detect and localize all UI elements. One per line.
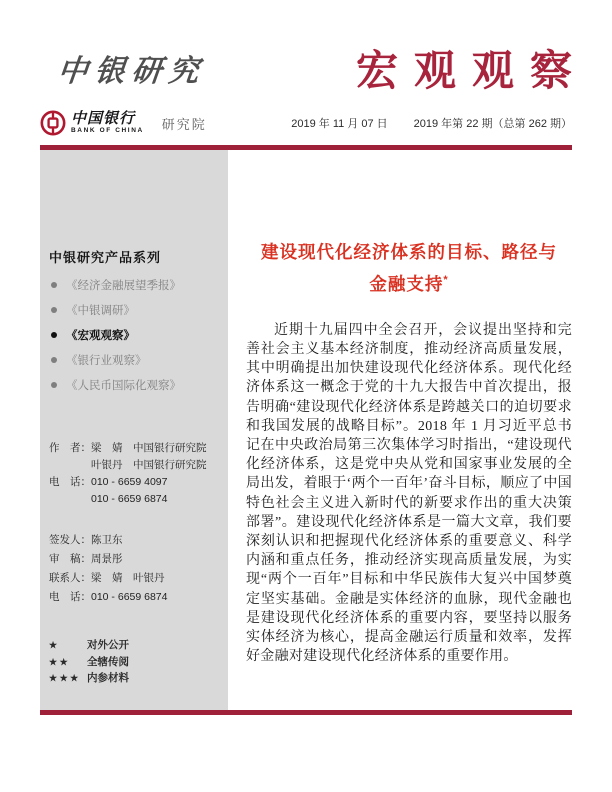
bullet-icon: [51, 282, 57, 288]
info-value: 周景彤: [91, 553, 123, 565]
approvals-block: [49, 531, 220, 607]
info-row: [49, 531, 220, 550]
legend-row: [49, 637, 220, 654]
series-item-label: 《银行业观察》: [66, 355, 147, 367]
info-label: 作 者：: [49, 442, 91, 454]
series-item-label: 《宏观观察》: [66, 330, 135, 342]
series-list: [49, 277, 220, 393]
article-body: 近期十九届四中全会召开，会议提出坚持和完善社会主义基本经济制度，推动经济高质量发展，其中明确提出加快建设现代化经济体系。现代化经济体系这一概念于党的十九大报告中首次提出，报告明确“建设现代化经济体系是跨越关口的迫切要求和我国发展的战略目标”。2018 年 1 月习近平总书记在中央政治局第三次集体学习时指出，“建设现代化经济体系，这是党中央从党和国家事业发展的全局出发，着眼于‘两个一百年’奋斗目标，顺应了中国特色社会主义进入新时代的新要求作出的重大决策部署”。建设现代化经济体系是一篇大文章，我们要深刻认识和把握现代化经济体系的重要意义、科学内涵和重点任务，推动经济实现高质量发展，为实现“两个一百年”目标和中华民族伟大复兴中国梦奠定坚实基础。金融是实体经济的血脉，现代金融也是建设现代化经济体系的重要内容，要坚持以服务实体经济为核心，提高金融运行质量和效率，发挥好金融对建设现代化经济体系的重要作用。: [246, 322, 572, 665]
article-column: [246, 150, 572, 680]
legend-label: 对外公开: [87, 639, 129, 651]
info-value: 叶银丹 中国银行研究院: [91, 459, 207, 471]
series-title: 中银研究产品系列: [49, 250, 162, 265]
bank-name-cn: 中国银行: [71, 109, 136, 128]
legend-label: 全辖传阅: [87, 655, 129, 668]
bullet-icon: [51, 357, 57, 363]
info-value: 010 - 6659 6874: [91, 591, 168, 603]
date-issue: [291, 115, 572, 131]
credits-block: [49, 440, 220, 508]
series-item: [49, 277, 220, 293]
sidebar: [40, 150, 228, 710]
series-item: [49, 327, 220, 343]
series-item: [49, 302, 220, 318]
bullet-icon: [51, 307, 57, 313]
info-row: [49, 550, 220, 569]
info-row: [49, 457, 220, 474]
info-label: 电 话：: [49, 591, 91, 603]
star-icon: ★★★: [49, 673, 81, 683]
title-footnote-mark: *: [443, 274, 449, 286]
logo-row: [40, 106, 572, 140]
journal-title: 宏观观察: [355, 47, 588, 94]
star-icon: ★★: [49, 656, 71, 667]
bullet-icon: [51, 382, 57, 388]
publish-date: 2019 年 11 月 07 日: [291, 118, 388, 130]
info-label: 电 话：: [49, 476, 91, 488]
legend-row: [49, 670, 220, 687]
info-value: 010 - 6659 4097: [91, 476, 168, 488]
footer-rule: [40, 710, 572, 715]
bank-of-china-logo-icon: [40, 110, 66, 136]
info-row: [49, 588, 220, 607]
series-item-label: 《中银调研》: [66, 305, 135, 317]
info-label: 审 稿：: [49, 553, 91, 565]
info-value: 010 - 6659 6874: [91, 493, 168, 505]
info-value: 梁 婧 叶银丹: [91, 572, 165, 584]
article-title-line1: 建设现代化经济体系的目标、路径与: [261, 242, 557, 262]
info-row: [49, 440, 220, 457]
series-item: [49, 352, 220, 368]
institute-label: 研究院: [161, 116, 207, 132]
info-label: 签发人：: [49, 534, 91, 546]
info-label: 联系人：: [49, 572, 91, 584]
info-row: [49, 569, 220, 588]
star-icon: ★: [49, 640, 60, 650]
info-row: [49, 491, 220, 508]
bank-name: [71, 111, 144, 135]
legend-block: [49, 637, 220, 687]
info-value: 陈卫东: [91, 534, 123, 546]
info-value: 梁 婧 中国银行研究院: [91, 442, 207, 454]
series-item: [49, 377, 220, 393]
info-label: [49, 491, 91, 508]
info-row: [49, 474, 220, 491]
bullet-icon: [51, 332, 57, 338]
issue-number: 2019 年第 22 期（总第 262 期）: [413, 118, 572, 130]
series-item-label: 《人民币国际化观察》: [66, 380, 181, 392]
info-label: [49, 457, 91, 474]
article-title-line2: 金融支持: [369, 273, 444, 294]
bank-name-en: BANK OF CHINA: [71, 127, 144, 135]
article-title: [246, 238, 572, 298]
legend-row: [49, 654, 220, 671]
series-item-label: 《经济金融展望季报》: [66, 280, 181, 292]
legend-label: 内参材料: [87, 672, 129, 684]
boc-research-calligraphy-logo: 中银研究: [55, 54, 208, 89]
